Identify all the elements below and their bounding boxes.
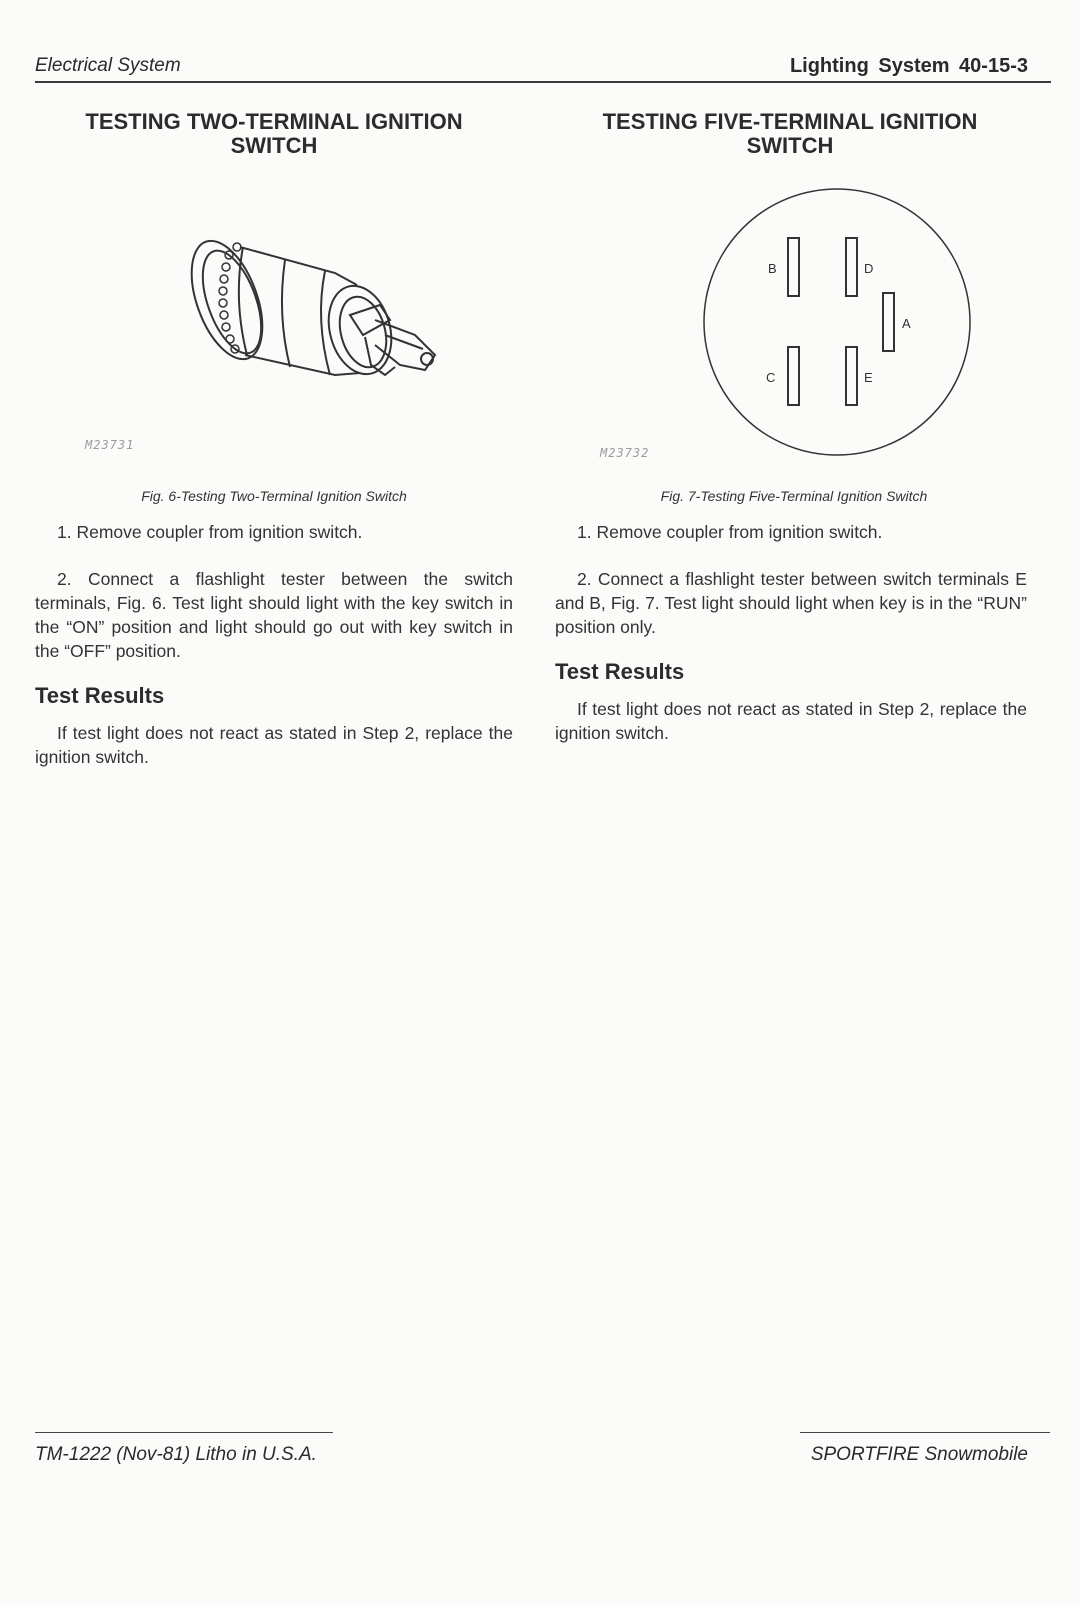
right-step-2: 2. Connect a flashlight tester between switch terminals E and B, Fig. 7. Test light should light when key is in the “RUN” position only. — [555, 569, 1027, 637]
left-test-results-heading: Test Results — [35, 683, 165, 708]
left-section-title — [35, 110, 513, 158]
right-title-line1: TESTING FIVE-TERMINAL IGNITION — [602, 109, 978, 134]
left-test-results-text: If test light does not react as stated in Step 2, replace the ignition switch. — [35, 723, 513, 767]
terminal-d — [846, 238, 857, 296]
left-figure-caption: Fig. 6-Testing Two-Terminal Ignition Switch — [141, 488, 407, 504]
footer-product-name: SPORTFIRE Snowmobile — [810, 1444, 1028, 1465]
footer-manual-id: TM-1222 (Nov-81) Litho in U.S.A. — [35, 1444, 317, 1465]
left-figure-code: M23731 — [85, 438, 135, 452]
terminal-a — [883, 293, 894, 351]
right-section-title — [550, 110, 1030, 158]
switch-body-outline — [704, 189, 970, 455]
left-title-line1: TESTING TWO-TERMINAL IGNITION — [85, 109, 463, 134]
label-terminal-c: C — [766, 370, 776, 385]
terminal-e — [846, 347, 857, 405]
left-title-line2: SWITCH — [230, 133, 318, 158]
footer-rule-left — [35, 1432, 333, 1433]
label-terminal-b: B — [768, 261, 777, 276]
left-step-2: 2. Connect a flashlight tester between the switch terminals, Fig. 6. Test light should light with the key switch in the “ON” position and light should go out with key switch in the “OFF” position. — [35, 569, 513, 661]
right-figure-caption: Fig. 7-Testing Five-Terminal Ignition Switch — [660, 488, 928, 504]
right-figure-code: M23732 — [600, 446, 650, 460]
right-title-line2: SWITCH — [746, 133, 834, 158]
label-terminal-e: E — [864, 370, 873, 385]
header-section-name: Electrical System — [35, 55, 181, 76]
label-terminal-d: D — [864, 261, 874, 276]
footer-rule-right — [800, 1432, 1050, 1433]
right-test-results-heading: Test Results — [555, 659, 685, 684]
left-step-1: 1. Remove coupler from ignition switch. — [57, 522, 363, 542]
terminal-c — [788, 347, 799, 405]
label-terminal-a: A — [902, 316, 911, 331]
terminal-b — [788, 238, 799, 296]
right-test-results-text: If test light does not react as stated in Step 2, replace the ignition switch. — [555, 699, 1027, 743]
five-terminal-switch-diagram — [700, 185, 975, 460]
header-page-reference: Lighting System 40-15-3 — [789, 55, 1028, 77]
header-rule — [35, 81, 1051, 83]
right-step-1: 1. Remove coupler from ignition switch. — [577, 522, 883, 542]
two-terminal-switch-illustration — [185, 225, 455, 400]
